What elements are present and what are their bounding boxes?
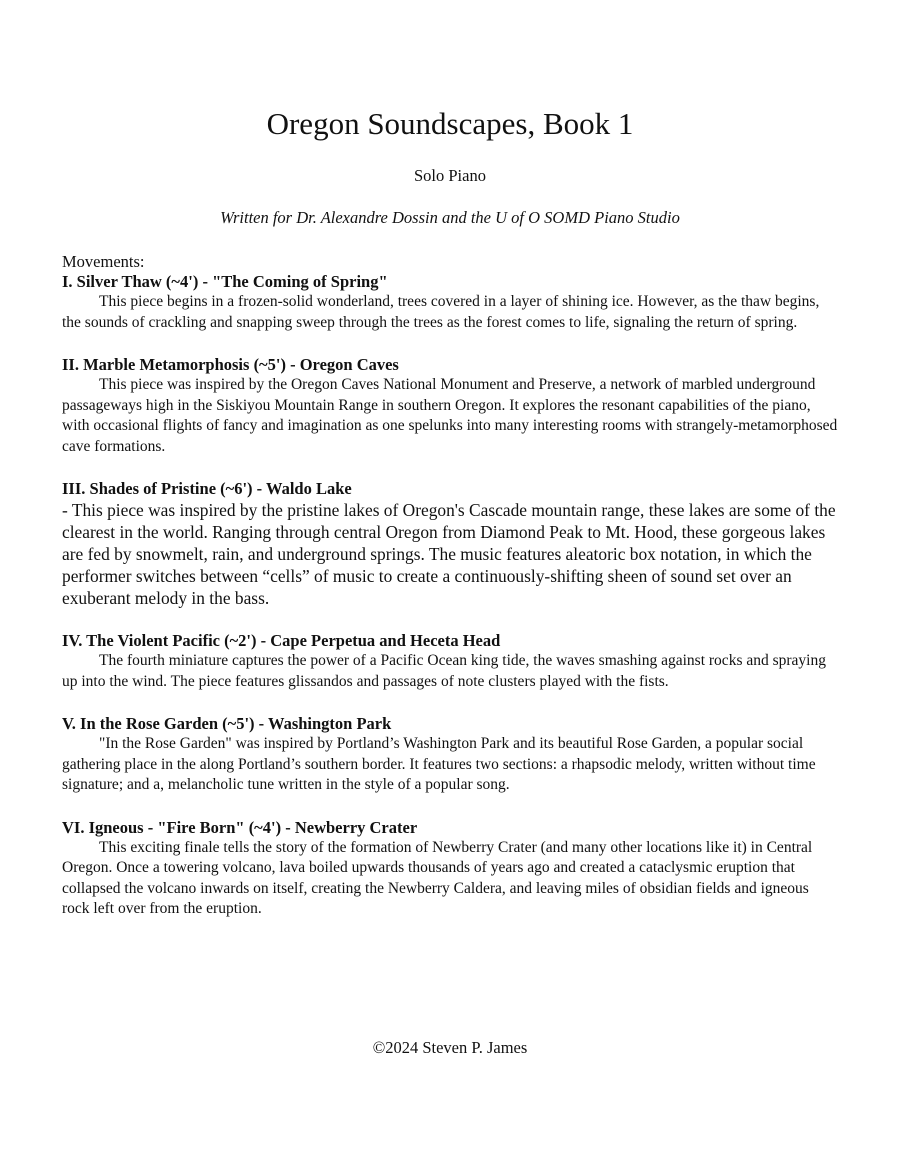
movement-2 [62, 355, 838, 457]
movement-4 [62, 631, 838, 692]
movements-label: Movements: [62, 252, 145, 271]
movements-section [62, 252, 838, 942]
movement-heading: VI. Igneous - "Fire Born" (~4') - Newberry Crater [62, 817, 418, 837]
movement-5 [62, 714, 838, 796]
movement-description: "In the Rose Garden" was inspired by Portland’s Washington Park and its beautiful Rose Garden, a popular social gathering place in the along Portland’s southern border. It features two sections: a rhapsodic melody, written without time signature; and a, melancholic tune written in the style of a popular song. [62, 735, 816, 793]
movement-description: This piece begins in a frozen-solid wonderland, trees covered in a layer of shining ice. However, as the thaw begins, the sounds of crackling and snapping sweep through the trees as the forest comes to life, signaling the return of spring. [62, 293, 820, 331]
movement-description: - This piece was inspired by the pristine lakes of Oregon's Cascade mountain range, these lakes are some of the clearest in the world. Ranging through central Oregon from Diamond Peak to Mt. Hood, these gorgeous lakes are fed by snowmelt, rain, and underground springs. The music features aleatoric box notation, in which the performer switches between “cells” of music to create a continuously-shifting sheen of sound set over an exuberant melody in the bass. [62, 500, 836, 608]
movement-heading: II. Marble Metamorphosis (~5') - Oregon Caves [62, 355, 399, 374]
movement-description: The fourth miniature captures the power of a Pacific Ocean king tide, the waves smashing against rocks and spraying up into the wind. The piece features glissandos and passages of note clusters played with the fists. [62, 652, 826, 690]
movement-heading: III. Shades of Pristine (~6') - Waldo Lake [62, 479, 352, 498]
movement-heading: I. Silver Thaw (~4') - "The Coming of Spring" [62, 272, 388, 291]
document-title: Oregon Soundscapes, Book 1 [266, 106, 634, 141]
movement-heading: IV. The Violent Pacific (~2') - Cape Perpetua and Heceta Head [62, 631, 501, 650]
movement-6 [62, 818, 838, 920]
dedication-line: Written for Dr. Alexandre Dossin and the U of O SOMD Piano Studio [220, 208, 680, 227]
movement-3 [62, 479, 838, 609]
movement-1 [62, 272, 838, 333]
copyright-notice: ©2024 Steven P. James [372, 1038, 528, 1057]
movement-heading: V. In the Rose Garden (~5') - Washington Park [62, 714, 392, 733]
movement-description: This exciting finale tells the story of the formation of Newberry Crater (and many other locations like it) in Central Oregon. Once a towering volcano, lava boiled upwards thousands of years ago and created a cataclysmic eruption that collapsed the volcano inwards on itself, creating the Newberry Caldera, and leaving miles of obsidian fields and igneous rock left over from the eruption. [62, 838, 813, 917]
movement-description: This piece was inspired by the Oregon Caves National Monument and Preserve, a network of marbled underground passageways high in the Siskiyou Mountain Range in southern Oregon. It explores the resonant capabilities of the piano, with occasional flights of fancy and imagination as one spelunks into many interesting rooms with strangely-metamorphosed cave formations. [62, 376, 838, 455]
document-subtitle: Solo Piano [414, 166, 486, 185]
